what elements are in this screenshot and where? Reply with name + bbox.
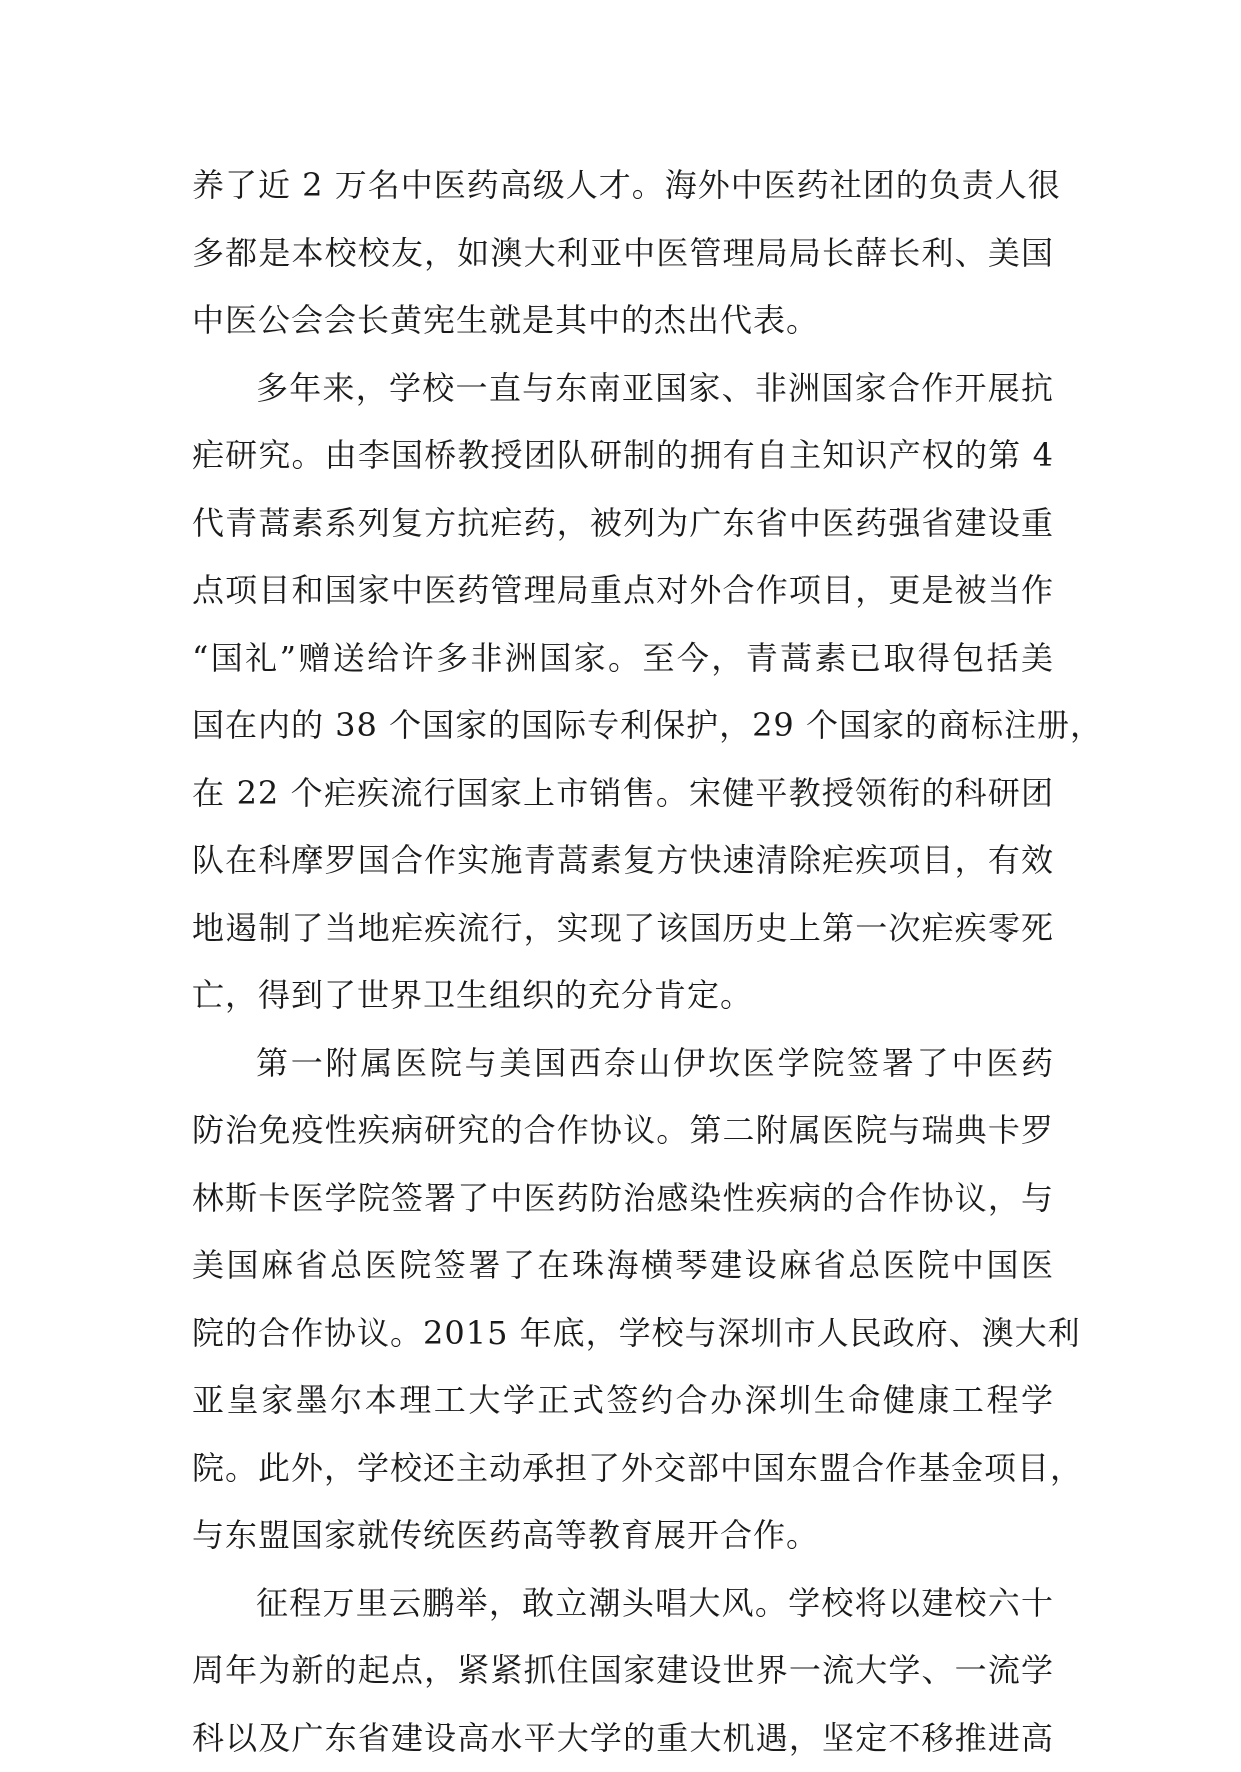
text-line: 多年来，学校一直与东南亚国家、非洲国家合作开展抗 bbox=[192, 355, 1054, 423]
text-line: 防治免疫性疾病研究的合作协议。第二附属医院与瑞典卡罗 bbox=[192, 1097, 1054, 1165]
paragraph-hospital-cooperation bbox=[192, 1030, 1054, 1570]
text-line: 亚皇家墨尔本理工大学正式签约合办深圳生命健康工程学 bbox=[192, 1367, 1054, 1435]
text-line: 中医公会会长黄宪生就是其中的杰出代表。 bbox=[192, 287, 1054, 355]
text-line: 美国麻省总医院签署了在珠海横琴建设麻省总医院中国医 bbox=[192, 1232, 1054, 1300]
text-line: 征程万里云鹏举，敢立潮头唱大风。学校将以建校六十 bbox=[192, 1570, 1054, 1638]
text-line: 林斯卡医学院签署了中医药防治感染性疾病的合作协议，与 bbox=[192, 1165, 1054, 1233]
text-line: 疟研究。由李国桥教授团队研制的拥有自主知识产权的第 4 bbox=[192, 422, 1054, 490]
paragraph-future-vision bbox=[192, 1570, 1054, 1772]
text-line: 院。此外，学校还主动承担了外交部中国东盟合作基金项目， bbox=[192, 1435, 1054, 1503]
document-page bbox=[192, 152, 1054, 1772]
text-line: 多都是本校校友，如澳大利亚中医管理局局长薛长利、美国 bbox=[192, 220, 1054, 288]
text-line: 院的合作协议。2015 年底，学校与深圳市人民政府、澳大利 bbox=[192, 1300, 1054, 1368]
text-line: 国在内的 38 个国家的国际专利保护，29 个国家的商标注册， bbox=[192, 692, 1054, 760]
text-line: 周年为新的起点，紧紧抓住国家建设世界一流大学、一流学 bbox=[192, 1637, 1054, 1705]
paragraph-malaria-research bbox=[192, 355, 1054, 1030]
text-line: “国礼”赠送给许多非洲国家。至今，青蒿素已取得包括美 bbox=[192, 625, 1054, 693]
text-line: 在 22 个疟疾流行国家上市销售。宋健平教授领衔的科研团 bbox=[192, 760, 1054, 828]
text-line: 队在科摩罗国合作实施青蒿素复方快速清除疟疾项目，有效 bbox=[192, 827, 1054, 895]
text-line: 代青蒿素系列复方抗疟药，被列为广东省中医药强省建设重 bbox=[192, 490, 1054, 558]
text-line: 地遏制了当地疟疾流行，实现了该国历史上第一次疟疾零死 bbox=[192, 895, 1054, 963]
text-line: 点项目和国家中医药管理局重点对外合作项目，更是被当作 bbox=[192, 557, 1054, 625]
text-line: 与东盟国家就传统医药高等教育展开合作。 bbox=[192, 1502, 1054, 1570]
text-line: 亡，得到了世界卫生组织的充分肯定。 bbox=[192, 962, 1054, 1030]
text-line: 养了近 2 万名中医药高级人才。海外中医药社团的负责人很 bbox=[192, 152, 1054, 220]
paragraph-alumni bbox=[192, 152, 1054, 355]
text-line: 第一附属医院与美国西奈山伊坎医学院签署了中医药 bbox=[192, 1030, 1054, 1098]
text-line: 科以及广东省建设高水平大学的重大机遇，坚定不移推进高 bbox=[192, 1705, 1054, 1772]
